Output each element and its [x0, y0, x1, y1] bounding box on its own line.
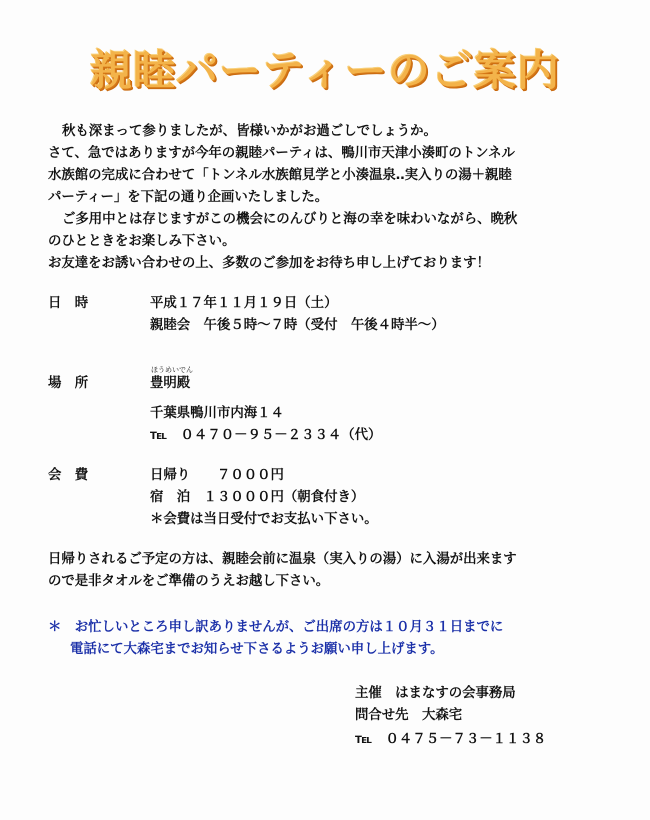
intro-line-3: 水族館の完成に合わせて「トンネル水族館見学と小湊温泉‥実入りの湯＋親睦: [48, 168, 512, 183]
rsvp-line-2: 電話にて大森宅までお知らせ下さるようお願い申し上げます。: [70, 642, 444, 657]
place-label: 場 所: [48, 376, 89, 391]
organizer-tel: ℡ ０４７５－７３－１１３８: [355, 732, 547, 747]
fee-note: ＊会費は当日受付でお支払い下さい。: [150, 512, 378, 527]
onsen-line-2: ので是非タオルをご準備のうえお越し下さい。: [48, 574, 330, 589]
place-ruby: ほうめいでん: [151, 366, 193, 374]
intro-line-1: 秋も深まって参りましたが、皆様いかがお過ごしでしょうか。: [62, 124, 437, 139]
place-tel: ℡ ０４７０－９５－２３３４（代）: [150, 428, 382, 443]
intro-line-6: のひとときをお楽しみ下さい。: [48, 234, 236, 249]
datetime-date: 平成１７年１１月１９日（土）: [150, 296, 338, 311]
datetime-party: 親睦会 午後５時～７時（受付 午後４時半～）: [150, 318, 445, 333]
place-address: 千葉県鴨川市内海１４: [150, 406, 284, 421]
intro-line-2: さて、急ではありますが今年の親睦パーティは、鴨川市天津小湊町のトンネル: [48, 146, 515, 161]
fee-label: 会 費: [48, 468, 89, 483]
place-name: 豊明殿: [150, 376, 191, 391]
datetime-label: 日 時: [48, 296, 89, 311]
intro-line-4: パーティー」を下記の通り企画いたしました。: [48, 190, 329, 205]
rsvp-line-1: ＊ お忙しいところ申し訳ありませんが、ご出席の方は１０月３１日までに: [48, 620, 504, 635]
onsen-line-1: 日帰りされるご予定の方は、親睦会前に温泉（実入りの湯）に入湯が出来ます: [48, 552, 517, 567]
organizer-host: 主催 はまなすの会事務局: [355, 686, 516, 701]
fee-day: 日帰り ７０００円: [150, 468, 284, 483]
fee-stay: 宿 泊 １３０００円（朝食付き）: [150, 490, 365, 505]
intro-line-5: ご多用中とは存じますがこの機会にのんびりと海の幸を味わいながら、晩秋: [62, 212, 518, 227]
intro-line-7: お友達をお誘い合わせの上、多数のご参加をお待ち申し上げております！: [48, 256, 490, 271]
page-title: 親睦パーティーのご案内: [90, 46, 560, 95]
organizer-contact: 問合せ先 大森宅: [355, 708, 463, 723]
